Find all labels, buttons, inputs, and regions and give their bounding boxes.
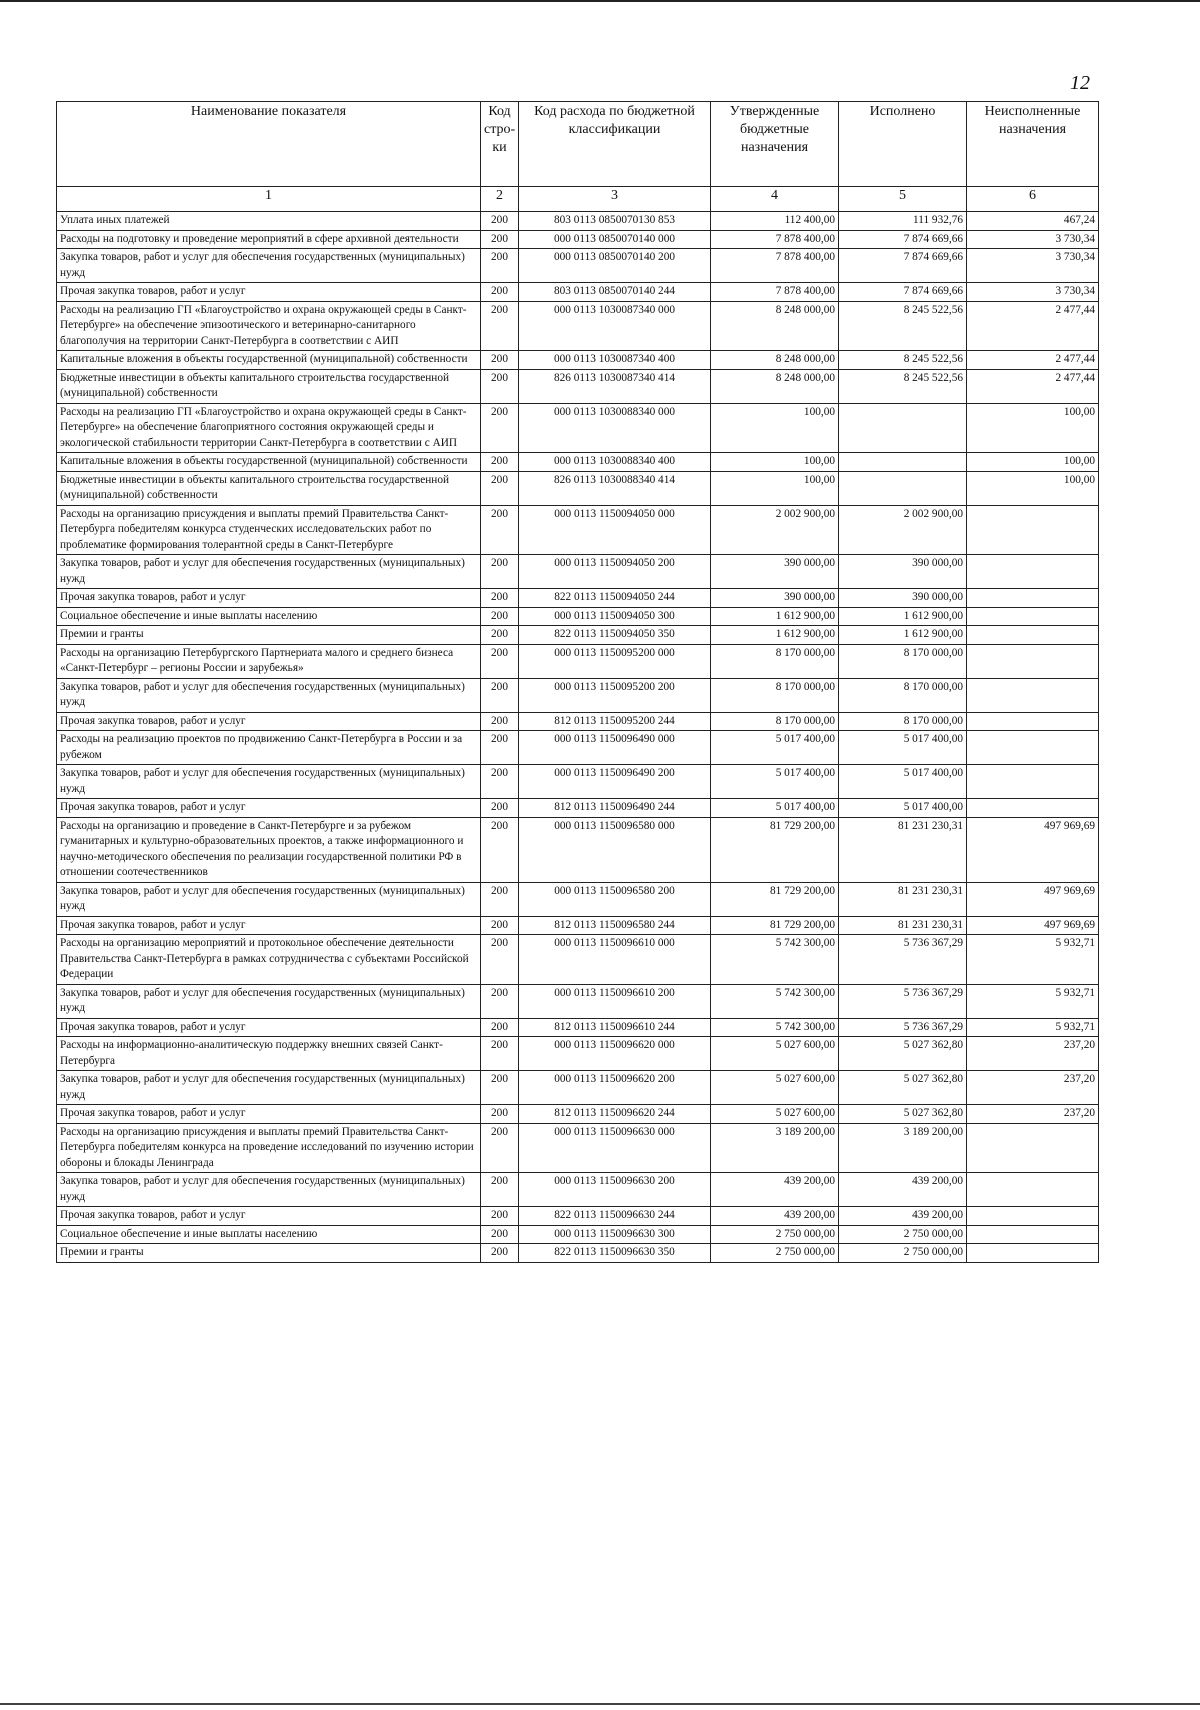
row-approved: 5 017 400,00 [711, 799, 839, 818]
row-budget-code: 000 0113 0850070140 000 [519, 230, 711, 249]
row-line-code: 200 [481, 1244, 519, 1263]
row-budget-code: 000 0113 1030087340 000 [519, 301, 711, 351]
row-name: Прочая закупка товаров, работ и услуг [57, 799, 481, 818]
row-budget-code: 822 0113 1150094050 350 [519, 626, 711, 645]
row-name: Прочая закупка товаров, работ и услуг [57, 916, 481, 935]
header-unexecuted: Неисполненные назначения [967, 102, 1099, 187]
row-budget-code: 826 0113 1030088340 414 [519, 471, 711, 505]
row-name: Закупка товаров, работ и услуг для обеспечения государственных (муниципальных) нужд [57, 555, 481, 589]
row-approved: 100,00 [711, 403, 839, 453]
row-approved: 1 612 900,00 [711, 626, 839, 645]
row-executed: 5 027 362,80 [839, 1071, 967, 1105]
row-line-code: 200 [481, 1105, 519, 1124]
row-line-code: 200 [481, 1037, 519, 1071]
column-number: 5 [839, 187, 967, 212]
header-code: Код стро- ки [481, 102, 519, 187]
row-approved: 81 729 200,00 [711, 882, 839, 916]
row-line-code: 200 [481, 555, 519, 589]
row-unexecuted [967, 712, 1099, 731]
row-budget-code: 812 0113 1150096580 244 [519, 916, 711, 935]
row-name: Расходы на организацию присуждения и выплаты премий Правительства Санкт-Петербурга победителям конкурса на проведение исследований по изучению истории обороны и блокады Ленинграда [57, 1123, 481, 1173]
row-unexecuted [967, 555, 1099, 589]
row-approved: 8 170 000,00 [711, 678, 839, 712]
row-name: Бюджетные инвестиции в объекты капитального строительства государственной (муниципальной) собственности [57, 471, 481, 505]
row-name: Капитальные вложения в объекты государственной (муниципальной) собственности [57, 453, 481, 472]
row-unexecuted: 5 932,71 [967, 984, 1099, 1018]
row-name: Прочая закупка товаров, работ и услуг [57, 1207, 481, 1226]
table-row [57, 471, 1099, 505]
row-approved: 2 750 000,00 [711, 1244, 839, 1263]
table-body [57, 212, 1099, 1263]
row-executed: 5 017 400,00 [839, 731, 967, 765]
row-line-code: 200 [481, 403, 519, 453]
row-line-code: 200 [481, 626, 519, 645]
header-budget-code: Код расхода по бюджетной классификации [519, 102, 711, 187]
row-budget-code: 000 0113 1150096490 200 [519, 765, 711, 799]
row-line-code: 200 [481, 935, 519, 985]
row-budget-code: 826 0113 1030087340 414 [519, 369, 711, 403]
row-name: Закупка товаров, работ и услуг для обеспечения государственных (муниципальных) нужд [57, 882, 481, 916]
row-line-code: 200 [481, 817, 519, 882]
row-name: Расходы на организацию присуждения и выплаты премий Правительства Санкт-Петербурга победителям конкурса студенческих исследовательских работ по проблематике формирования толерантной среды в Санкт-Петербурге [57, 505, 481, 555]
table-row [57, 1207, 1099, 1226]
row-approved: 5 742 300,00 [711, 984, 839, 1018]
row-budget-code: 000 0113 1150094050 300 [519, 607, 711, 626]
row-name: Капитальные вложения в объекты государственной (муниципальной) собственности [57, 351, 481, 370]
row-unexecuted [967, 505, 1099, 555]
column-number: 1 [57, 187, 481, 212]
row-unexecuted: 3 730,34 [967, 249, 1099, 283]
row-name: Прочая закупка товаров, работ и услуг [57, 1105, 481, 1124]
row-unexecuted: 3 730,34 [967, 230, 1099, 249]
table-row [57, 626, 1099, 645]
row-budget-code: 000 0113 1030088340 000 [519, 403, 711, 453]
row-executed: 8 245 522,56 [839, 301, 967, 351]
row-executed: 5 736 367,29 [839, 1018, 967, 1037]
row-executed: 5 017 400,00 [839, 765, 967, 799]
row-unexecuted [967, 589, 1099, 608]
row-approved: 2 750 000,00 [711, 1225, 839, 1244]
row-approved: 5 017 400,00 [711, 731, 839, 765]
row-unexecuted [967, 1244, 1099, 1263]
row-approved: 8 170 000,00 [711, 644, 839, 678]
row-approved: 5 742 300,00 [711, 935, 839, 985]
column-number: 2 [481, 187, 519, 212]
table-row [57, 1244, 1099, 1263]
expenditure-table [56, 101, 1099, 1263]
row-executed: 8 245 522,56 [839, 351, 967, 370]
table-row [57, 555, 1099, 589]
row-line-code: 200 [481, 1123, 519, 1173]
row-executed: 1 612 900,00 [839, 626, 967, 645]
row-name: Закупка товаров, работ и услуг для обеспечения государственных (муниципальных) нужд [57, 249, 481, 283]
row-unexecuted: 5 932,71 [967, 935, 1099, 985]
row-name: Расходы на информационно-аналитическую поддержку внешних связей Санкт-Петербурга [57, 1037, 481, 1071]
row-budget-code: 000 0113 0850070140 200 [519, 249, 711, 283]
row-executed: 2 750 000,00 [839, 1225, 967, 1244]
table-row [57, 799, 1099, 818]
row-executed: 3 189 200,00 [839, 1123, 967, 1173]
row-line-code: 200 [481, 1018, 519, 1037]
row-executed: 439 200,00 [839, 1173, 967, 1207]
row-name: Прочая закупка товаров, работ и услуг [57, 283, 481, 302]
row-line-code: 200 [481, 1225, 519, 1244]
row-line-code: 200 [481, 799, 519, 818]
row-executed [839, 453, 967, 472]
row-budget-code: 812 0113 1150096490 244 [519, 799, 711, 818]
table-row [57, 453, 1099, 472]
row-line-code: 200 [481, 678, 519, 712]
row-line-code: 200 [481, 1207, 519, 1226]
row-approved: 390 000,00 [711, 555, 839, 589]
row-budget-code: 000 0113 1150094050 000 [519, 505, 711, 555]
row-approved: 2 002 900,00 [711, 505, 839, 555]
row-approved: 5 017 400,00 [711, 765, 839, 799]
row-name: Расходы на реализацию ГП «Благоустройство и охрана окружающей среды в Санкт-Петербурге» на обеспечение эпизоотического и ветеринарно-санитарного благополучия на территории Санкт-Петербурга в соответствии с АИП [57, 301, 481, 351]
row-line-code: 200 [481, 916, 519, 935]
header-row [57, 102, 1099, 187]
table-row [57, 212, 1099, 231]
row-budget-code: 000 0113 1150096580 000 [519, 817, 711, 882]
row-budget-code: 000 0113 1150095200 200 [519, 678, 711, 712]
row-executed [839, 403, 967, 453]
row-name: Премии и гранты [57, 626, 481, 645]
row-unexecuted: 3 730,34 [967, 283, 1099, 302]
table-row [57, 1105, 1099, 1124]
row-unexecuted [967, 626, 1099, 645]
table-row [57, 984, 1099, 1018]
row-unexecuted: 2 477,44 [967, 301, 1099, 351]
row-name: Расходы на реализацию проектов по продвижению Санкт-Петербурга в России и за рубежом [57, 731, 481, 765]
header-name: Наименование показателя [57, 102, 481, 187]
row-line-code: 200 [481, 589, 519, 608]
row-name: Расходы на организацию мероприятий и протокольное обеспечение деятельности Правительства Санкт-Петербурга в рамках сотрудничества с субъектами Российской Федерации [57, 935, 481, 985]
row-approved: 8 248 000,00 [711, 301, 839, 351]
table-row [57, 589, 1099, 608]
row-approved: 81 729 200,00 [711, 817, 839, 882]
header-approved: Утвержденные бюджетные назначения [711, 102, 839, 187]
row-unexecuted [967, 1123, 1099, 1173]
row-executed: 7 874 669,66 [839, 283, 967, 302]
row-executed: 7 874 669,66 [839, 249, 967, 283]
table-row [57, 1037, 1099, 1071]
row-approved: 5 027 600,00 [711, 1037, 839, 1071]
row-executed: 111 932,76 [839, 212, 967, 231]
row-budget-code: 000 0113 1150096610 000 [519, 935, 711, 985]
table-row [57, 283, 1099, 302]
row-line-code: 200 [481, 301, 519, 351]
row-executed: 1 612 900,00 [839, 607, 967, 626]
row-name: Прочая закупка товаров, работ и услуг [57, 589, 481, 608]
row-executed: 5 736 367,29 [839, 984, 967, 1018]
row-line-code: 200 [481, 984, 519, 1018]
row-name: Премии и гранты [57, 1244, 481, 1263]
row-name: Закупка товаров, работ и услуг для обеспечения государственных (муниципальных) нужд [57, 984, 481, 1018]
row-budget-code: 000 0113 1150096610 200 [519, 984, 711, 1018]
row-name: Уплата иных платежей [57, 212, 481, 231]
table-row [57, 731, 1099, 765]
row-approved: 390 000,00 [711, 589, 839, 608]
row-line-code: 200 [481, 249, 519, 283]
row-name: Расходы на реализацию ГП «Благоустройство и охрана окружающей среды в Санкт-Петербурге» на обеспечение благоприятного состояния окружающей среды и экологической стабильности территории Санкт-Петербурга в соответствии с АИП [57, 403, 481, 453]
row-unexecuted [967, 1207, 1099, 1226]
row-budget-code: 000 0113 1150096630 300 [519, 1225, 711, 1244]
table-row [57, 1071, 1099, 1105]
table-row [57, 403, 1099, 453]
row-name: Социальное обеспечение и иные выплаты населению [57, 607, 481, 626]
row-approved: 7 878 400,00 [711, 283, 839, 302]
row-budget-code: 000 0113 1150095200 000 [519, 644, 711, 678]
row-approved: 8 170 000,00 [711, 712, 839, 731]
row-budget-code: 803 0113 0850070140 244 [519, 283, 711, 302]
row-approved: 100,00 [711, 453, 839, 472]
row-budget-code: 000 0113 1150096630 200 [519, 1173, 711, 1207]
row-line-code: 200 [481, 607, 519, 626]
row-executed: 5 027 362,80 [839, 1037, 967, 1071]
row-budget-code: 000 0113 1150096620 200 [519, 1071, 711, 1105]
row-budget-code: 812 0113 1150095200 244 [519, 712, 711, 731]
row-budget-code: 812 0113 1150096610 244 [519, 1018, 711, 1037]
row-executed: 439 200,00 [839, 1207, 967, 1226]
row-unexecuted [967, 765, 1099, 799]
row-executed: 2 002 900,00 [839, 505, 967, 555]
row-unexecuted: 2 477,44 [967, 369, 1099, 403]
row-name: Прочая закупка товаров, работ и услуг [57, 712, 481, 731]
row-line-code: 200 [481, 712, 519, 731]
table-row [57, 369, 1099, 403]
row-budget-code: 000 0113 1030087340 400 [519, 351, 711, 370]
row-executed: 2 750 000,00 [839, 1244, 967, 1263]
column-number-row [57, 187, 1099, 212]
table-row [57, 644, 1099, 678]
table-row [57, 505, 1099, 555]
table-row [57, 1018, 1099, 1037]
table-row [57, 230, 1099, 249]
table-row [57, 301, 1099, 351]
row-line-code: 200 [481, 351, 519, 370]
row-executed: 8 170 000,00 [839, 712, 967, 731]
row-line-code: 200 [481, 731, 519, 765]
row-executed: 5 027 362,80 [839, 1105, 967, 1124]
row-unexecuted: 237,20 [967, 1071, 1099, 1105]
table-row [57, 1173, 1099, 1207]
row-line-code: 200 [481, 471, 519, 505]
row-unexecuted [967, 1225, 1099, 1244]
row-budget-code: 822 0113 1150094050 244 [519, 589, 711, 608]
column-number: 4 [711, 187, 839, 212]
row-executed: 8 170 000,00 [839, 644, 967, 678]
row-line-code: 200 [481, 212, 519, 231]
row-executed: 81 231 230,31 [839, 817, 967, 882]
row-line-code: 200 [481, 1071, 519, 1105]
row-unexecuted [967, 644, 1099, 678]
row-budget-code: 000 0113 1030088340 400 [519, 453, 711, 472]
row-approved: 7 878 400,00 [711, 230, 839, 249]
table-row [57, 916, 1099, 935]
row-line-code: 200 [481, 453, 519, 472]
row-name: Расходы на организацию и проведение в Санкт-Петербурге и за рубежом гуманитарных и культурно-образовательных проектов, а также информационного и научно-методического обеспечения по реализации государственной политики РФ в отношении соотечественников [57, 817, 481, 882]
row-name: Бюджетные инвестиции в объекты капитального строительства государственной (муниципальной) собственности [57, 369, 481, 403]
bottom-rule [0, 1703, 1200, 1705]
row-approved: 100,00 [711, 471, 839, 505]
table-row [57, 765, 1099, 799]
row-unexecuted: 100,00 [967, 471, 1099, 505]
row-budget-code: 000 0113 1150096630 000 [519, 1123, 711, 1173]
row-name: Закупка товаров, работ и услуг для обеспечения государственных (муниципальных) нужд [57, 678, 481, 712]
row-budget-code: 812 0113 1150096620 244 [519, 1105, 711, 1124]
row-name: Расходы на организацию Петербургского Партнериата малого и среднего бизнеса «Санкт-Петербург – регионы России и зарубежья» [57, 644, 481, 678]
row-executed: 8 245 522,56 [839, 369, 967, 403]
row-approved: 81 729 200,00 [711, 916, 839, 935]
row-approved: 112 400,00 [711, 212, 839, 231]
row-unexecuted [967, 1173, 1099, 1207]
table-row [57, 678, 1099, 712]
page-number: 12 [1070, 72, 1090, 94]
row-line-code: 200 [481, 765, 519, 799]
row-line-code: 200 [481, 505, 519, 555]
table-row [57, 1225, 1099, 1244]
row-unexecuted: 467,24 [967, 212, 1099, 231]
row-name: Расходы на подготовку и проведение мероприятий в сфере архивной деятельности [57, 230, 481, 249]
row-budget-code: 822 0113 1150096630 244 [519, 1207, 711, 1226]
row-approved: 7 878 400,00 [711, 249, 839, 283]
row-approved: 5 027 600,00 [711, 1071, 839, 1105]
header-executed: Исполнено [839, 102, 967, 187]
column-number: 3 [519, 187, 711, 212]
row-approved: 8 248 000,00 [711, 351, 839, 370]
row-name: Социальное обеспечение и иные выплаты населению [57, 1225, 481, 1244]
row-line-code: 200 [481, 230, 519, 249]
table-row [57, 712, 1099, 731]
top-rule [0, 0, 1200, 2]
row-approved: 439 200,00 [711, 1173, 839, 1207]
row-unexecuted: 497 969,69 [967, 817, 1099, 882]
row-unexecuted [967, 731, 1099, 765]
row-unexecuted: 497 969,69 [967, 882, 1099, 916]
row-executed: 5 736 367,29 [839, 935, 967, 985]
row-executed: 390 000,00 [839, 555, 967, 589]
row-unexecuted [967, 678, 1099, 712]
row-unexecuted: 5 932,71 [967, 1018, 1099, 1037]
row-approved: 3 189 200,00 [711, 1123, 839, 1173]
row-name: Закупка товаров, работ и услуг для обеспечения государственных (муниципальных) нужд [57, 1071, 481, 1105]
row-approved: 1 612 900,00 [711, 607, 839, 626]
row-line-code: 200 [481, 1173, 519, 1207]
row-unexecuted: 100,00 [967, 453, 1099, 472]
row-budget-code: 000 0113 1150096490 000 [519, 731, 711, 765]
row-unexecuted: 100,00 [967, 403, 1099, 453]
row-unexecuted [967, 799, 1099, 818]
table-row [57, 1123, 1099, 1173]
row-budget-code: 000 0113 1150096620 000 [519, 1037, 711, 1071]
row-budget-code: 803 0113 0850070130 853 [519, 212, 711, 231]
row-executed: 81 231 230,31 [839, 916, 967, 935]
table-row [57, 607, 1099, 626]
row-line-code: 200 [481, 283, 519, 302]
row-name: Закупка товаров, работ и услуг для обеспечения государственных (муниципальных) нужд [57, 765, 481, 799]
row-unexecuted [967, 607, 1099, 626]
row-executed: 5 017 400,00 [839, 799, 967, 818]
row-executed [839, 471, 967, 505]
row-budget-code: 000 0113 1150096580 200 [519, 882, 711, 916]
table-row [57, 249, 1099, 283]
row-line-code: 200 [481, 369, 519, 403]
row-approved: 8 248 000,00 [711, 369, 839, 403]
table-row [57, 351, 1099, 370]
row-budget-code: 822 0113 1150096630 350 [519, 1244, 711, 1263]
row-unexecuted: 237,20 [967, 1105, 1099, 1124]
row-executed: 81 231 230,31 [839, 882, 967, 916]
row-approved: 5 742 300,00 [711, 1018, 839, 1037]
row-budget-code: 000 0113 1150094050 200 [519, 555, 711, 589]
table-row [57, 935, 1099, 985]
row-approved: 5 027 600,00 [711, 1105, 839, 1124]
row-unexecuted: 237,20 [967, 1037, 1099, 1071]
row-approved: 439 200,00 [711, 1207, 839, 1226]
column-number: 6 [967, 187, 1099, 212]
row-unexecuted: 497 969,69 [967, 916, 1099, 935]
row-line-code: 200 [481, 644, 519, 678]
row-name: Прочая закупка товаров, работ и услуг [57, 1018, 481, 1037]
table-row [57, 817, 1099, 882]
row-unexecuted: 2 477,44 [967, 351, 1099, 370]
row-executed: 8 170 000,00 [839, 678, 967, 712]
row-name: Закупка товаров, работ и услуг для обеспечения государственных (муниципальных) нужд [57, 1173, 481, 1207]
row-executed: 7 874 669,66 [839, 230, 967, 249]
row-executed: 390 000,00 [839, 589, 967, 608]
row-line-code: 200 [481, 882, 519, 916]
table-row [57, 882, 1099, 916]
